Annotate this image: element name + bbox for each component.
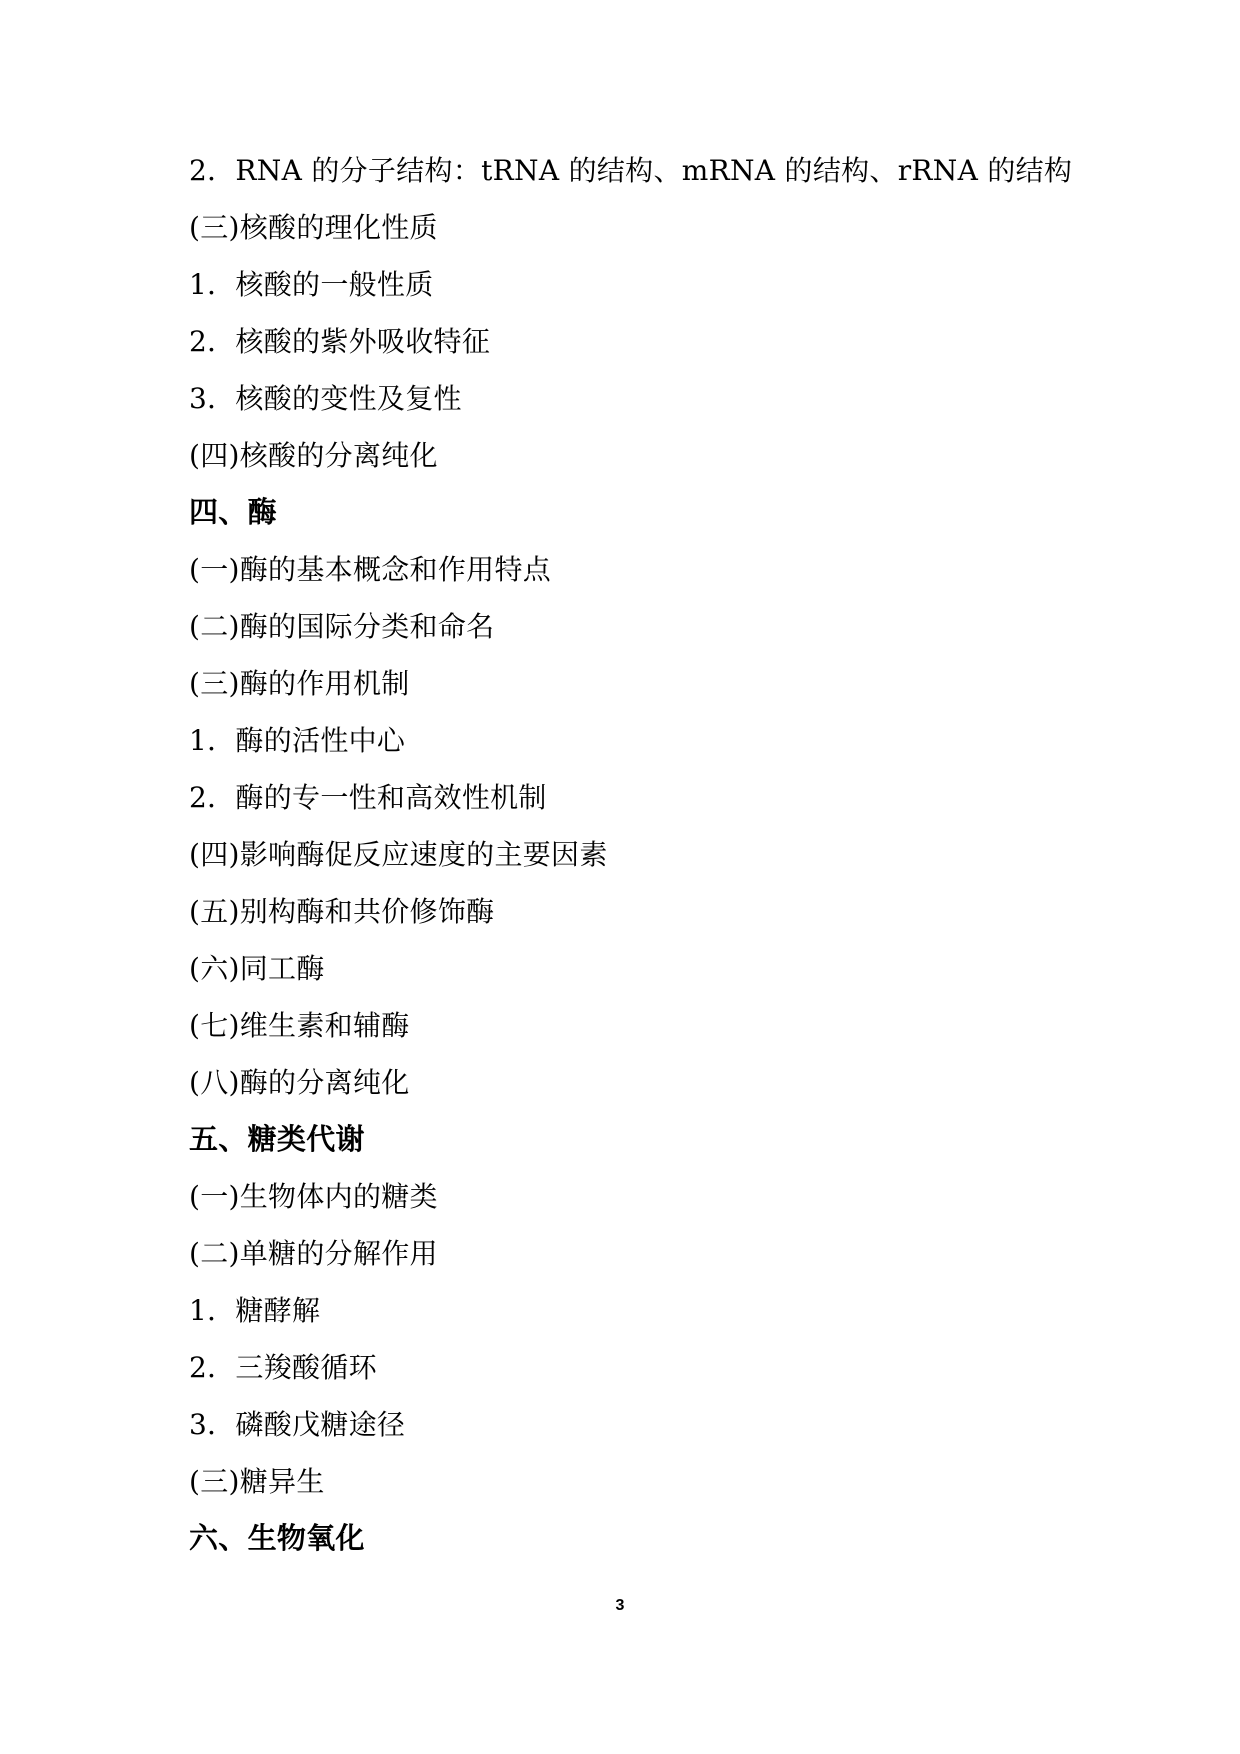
outline-item: 1．糖酵解 xyxy=(189,1294,321,1327)
outline-item: 3．磷酸戊糖途径 xyxy=(189,1408,406,1441)
outline-item: 1．酶的活性中心 xyxy=(189,724,406,757)
outline-item: 1．核酸的一般性质 xyxy=(189,268,434,301)
outline-item: (五)别构酶和共价修饰酶 xyxy=(189,895,495,928)
section-heading: 四、酶 xyxy=(189,495,277,529)
outline-item: (六)同工酶 xyxy=(189,952,325,985)
section-heading: 五、糖类代谢 xyxy=(189,1122,365,1156)
outline-item: (一)酶的基本概念和作用特点 xyxy=(189,553,552,586)
outline-item: (七)维生素和辅酶 xyxy=(189,1009,410,1042)
page-number: 3 xyxy=(615,1597,625,1614)
outline-item: 2．酶的专一性和高效性机制 xyxy=(189,781,547,814)
outline-item: (二)单糖的分解作用 xyxy=(189,1237,438,1270)
outline-item: (四)核酸的分离纯化 xyxy=(189,439,438,472)
outline-item: 2．RNA 的分子结构：tRNA 的结构、mRNA 的结构、rRNA 的结构 xyxy=(189,154,1073,187)
section-heading: 六、生物氧化 xyxy=(189,1521,365,1555)
outline-item: 2．三羧酸循环 xyxy=(189,1351,377,1384)
outline-item: (八)酶的分离纯化 xyxy=(189,1066,410,1099)
outline-item: (四)影响酶促反应速度的主要因素 xyxy=(189,838,608,871)
outline-item: (一)生物体内的糖类 xyxy=(189,1180,438,1213)
outline-item: (三)糖异生 xyxy=(189,1465,325,1498)
outline-item: (二)酶的国际分类和命名 xyxy=(189,610,495,643)
outline-item: 3．核酸的变性及复性 xyxy=(189,382,462,415)
outline-content xyxy=(189,142,1089,1567)
outline-item: 2．核酸的紫外吸收特征 xyxy=(189,325,491,358)
outline-item: (三)酶的作用机制 xyxy=(189,667,410,700)
outline-item: (三)核酸的理化性质 xyxy=(189,211,438,244)
